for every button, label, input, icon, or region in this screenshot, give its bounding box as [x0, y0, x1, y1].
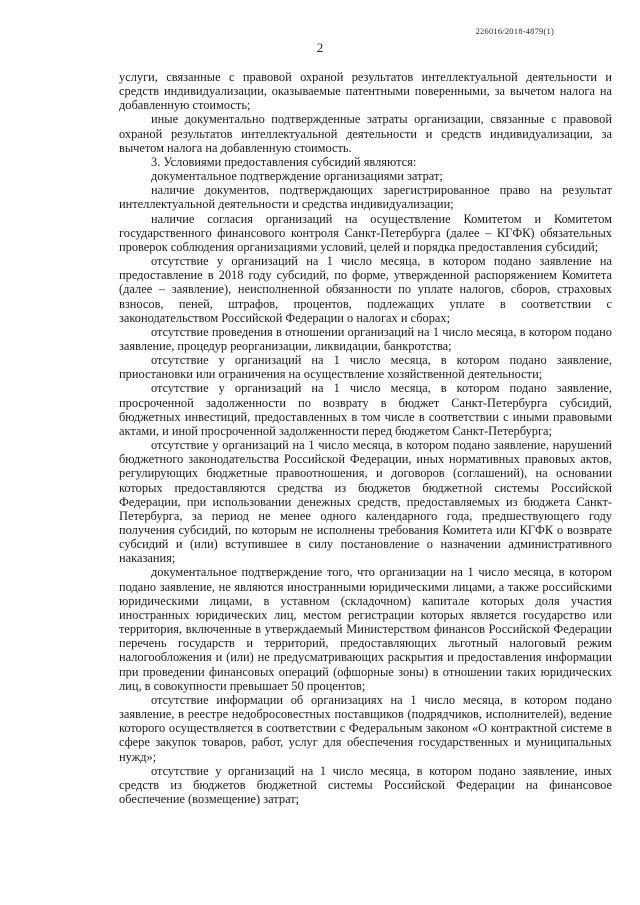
paragraph: отсутствие у организаций на 1 число месяца, в котором подано заявление, просроченной задолженности по возврату в бюджет Санкт-Петербурга субсидий, бюджетных инвестиций, предоставленных в том числе в соответствии с иными правовыми актами, и иной просроченной задолженности перед бюджетом Санкт-Петербурга; — [119, 381, 612, 438]
paragraph: наличие документов, подтверждающих зарегистрированное право на результат интеллектуальной деятельности и средства индивидуализации; — [119, 183, 612, 212]
paragraph: отсутствие у организаций на 1 число месяца, в котором подано заявление, приостановки или ограничения на осуществление хозяйственной деятельности; — [119, 353, 612, 382]
paragraph: отсутствие у организаций на 1 число месяца, в котором подано заявление, иных средств из бюджетов бюджетной системы Российской Федерации на финансовое обеспечение (возмещение) затрат; — [119, 763, 612, 806]
paragraph: отсутствие у организаций на 1 число месяца, в котором подано заявление на предоставление в 2018 году субсидий, по форме, утвержденной распоряжением Комитета (далее – заявление), неисполненной обязанности по уплате налогов, сборов, страховых взносов, пеней, штрафов, процентов, подлежащих уплате в соответствии с законодательством Российской Федерации о налогах и сборах; — [119, 254, 612, 325]
document-body — [119, 70, 612, 806]
paragraph: иные документально подтвержденные затраты организации, связанные с правовой охраной результатов интеллектуальной деятельности и средств индивидуализации, за вычетом налога на добавленную стоимость. — [119, 112, 612, 155]
paragraph: 3. Условиями предоставления субсидий являются: — [151, 154, 417, 169]
paragraph: наличие согласия организаций на осуществление Комитетом и Комитетом государственного финансового контроля Санкт-Петербурга (далее – КГФК) обязательных проверок соблюдения организациями условий, целей и порядка предоставления субсидий; — [119, 211, 612, 254]
paragraph: отсутствие информации об организациях на 1 число месяца, в котором подано заявление, в реестре недобросовестных поставщиков (подрядчиков, исполнителей), ведение которого осуществляется в соответствии с Федеральным законом «О контрактной системе в сфере закупок товаров, работ, услуг для обеспечения государственных и муниципальных нужд»; — [119, 692, 612, 764]
paragraph: отсутствие проведения в отношении организаций на 1 число месяца, в котором подано заявление, процедур реорганизации, ликвидации, банкротства; — [119, 324, 612, 353]
paragraph: услуги, связанные с правовой охраной результатов интеллектуальной деятельности и средств индивидуализации, оказываемые патентными поверенными, за вычетом налога на добавленную стоимость; — [119, 70, 612, 113]
page-number: 2 — [316, 40, 324, 55]
paragraph: документальное подтверждение организациями затрат; — [151, 169, 443, 184]
document-registration-number: 226016/2018-4879(1) — [475, 26, 554, 36]
paragraph: документальное подтверждение того, что организации на 1 число месяца, в котором подано заявление, не являются иностранными юридическими лицами, а также российскими юридическими лицами, в уставном (складочном) капитале которых доля участия иностранных юридических лиц, местом регистрации которых является государство или территория, включенные в утверждаемый Министерством финансов Российской Федерации перечень государств и территорий, предоставляющих льготный налоговый режим налогообложения и (или) не предусматривающих раскрытия и предоставления информации при проведении финансовых операций (офшорные зоны) в отношении таких юридических лиц, в совокупности превышает 50 процентов; — [119, 565, 612, 693]
paragraph: отсутствие у организаций на 1 число месяца, в котором подано заявление, нарушений бюджетного законодательства Российской Федерации, иных нормативных правовых актов, регулирующих бюджетные правоотношения, и договоров (соглашений), на основании которых предоставляются средства из бюджетов бюджетной системы Российской Федерации, при использовании денежных средств, предоставляемых из бюджета Санкт-Петербурга, за период не менее одного календарного года, предшествующего году получения субсидий, по которым не исполнены требования Комитета или КГФК о возврате субсидий и (или) вступившее в силу постановление о назначении административного наказания; — [119, 438, 612, 566]
